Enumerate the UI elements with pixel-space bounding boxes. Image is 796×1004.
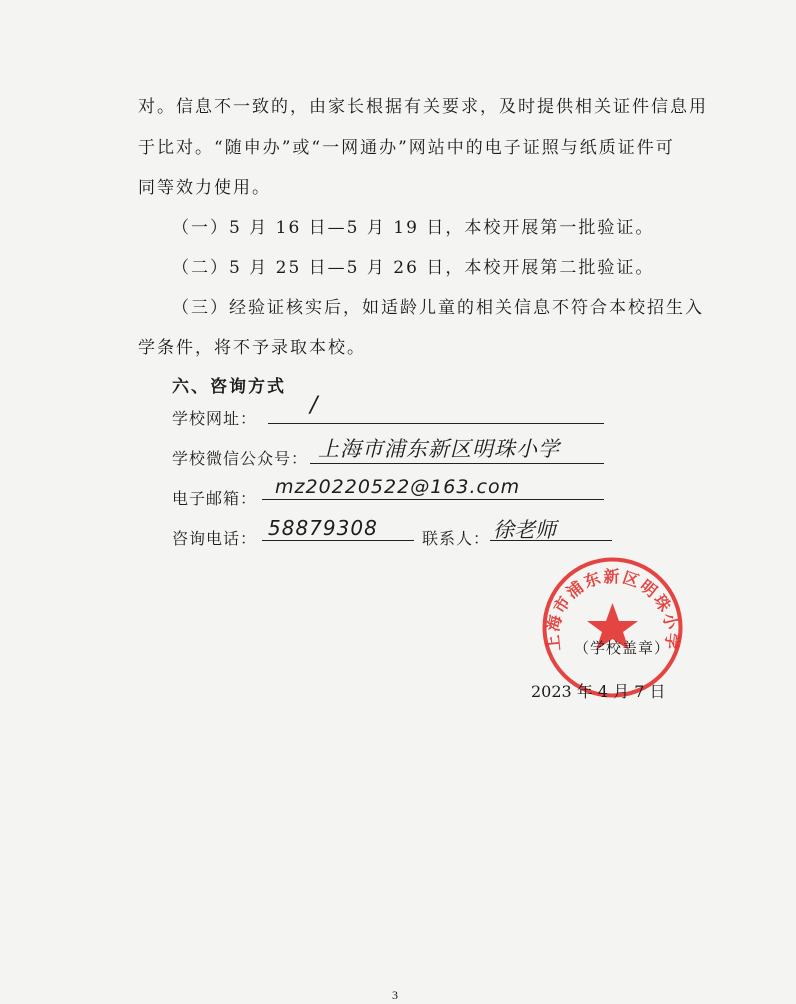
person-label: 联系人：	[422, 529, 491, 548]
body-line-2: 于比对。“随申办”或“一网通办”网站中的电子证照与纸质证件可	[138, 138, 675, 158]
wechat-underline	[310, 463, 604, 464]
phone-value: 58879308	[268, 516, 378, 540]
stamp-label: （学校盖章）	[574, 639, 671, 657]
body-line-6: （三）经验证核实后，如适龄儿童的相关信息不符合本校招生入	[172, 298, 704, 318]
website-underline	[268, 423, 604, 424]
signature-date: 2023 年 4 月 7 日	[531, 682, 666, 701]
email-value: mz20220522@163.com	[275, 476, 521, 498]
page-number: 3	[392, 988, 398, 1002]
body-line-4: （一）5 月 16 日—5 月 19 日，本校开展第一批验证。	[172, 218, 655, 238]
seal-text: 上海市浦东新区明珠小学	[542, 566, 683, 652]
body-line-1: 对。信息不一致的，由家长根据有关要求，及时提供相关证件信息用	[138, 97, 708, 117]
person-value: 徐老师	[493, 518, 556, 542]
phone-underline	[262, 540, 414, 541]
body-line-5: （二）5 月 25 日—5 月 26 日，本校开展第二批验证。	[172, 258, 655, 278]
website-label: 学校网址：	[172, 409, 258, 428]
email-underline	[262, 499, 604, 500]
section-heading: 六、咨询方式	[172, 377, 286, 397]
wechat-label: 学校微信公众号：	[172, 449, 309, 468]
email-label: 电子邮箱：	[172, 489, 258, 508]
phone-label: 咨询电话：	[172, 529, 258, 548]
body-line-7: 学条件，将不予录取本校。	[138, 338, 366, 358]
wechat-value: 上海市浦东新区明珠小学	[318, 437, 560, 461]
website-value: /	[310, 393, 318, 418]
body-line-3: 同等效力使用。	[138, 178, 271, 198]
